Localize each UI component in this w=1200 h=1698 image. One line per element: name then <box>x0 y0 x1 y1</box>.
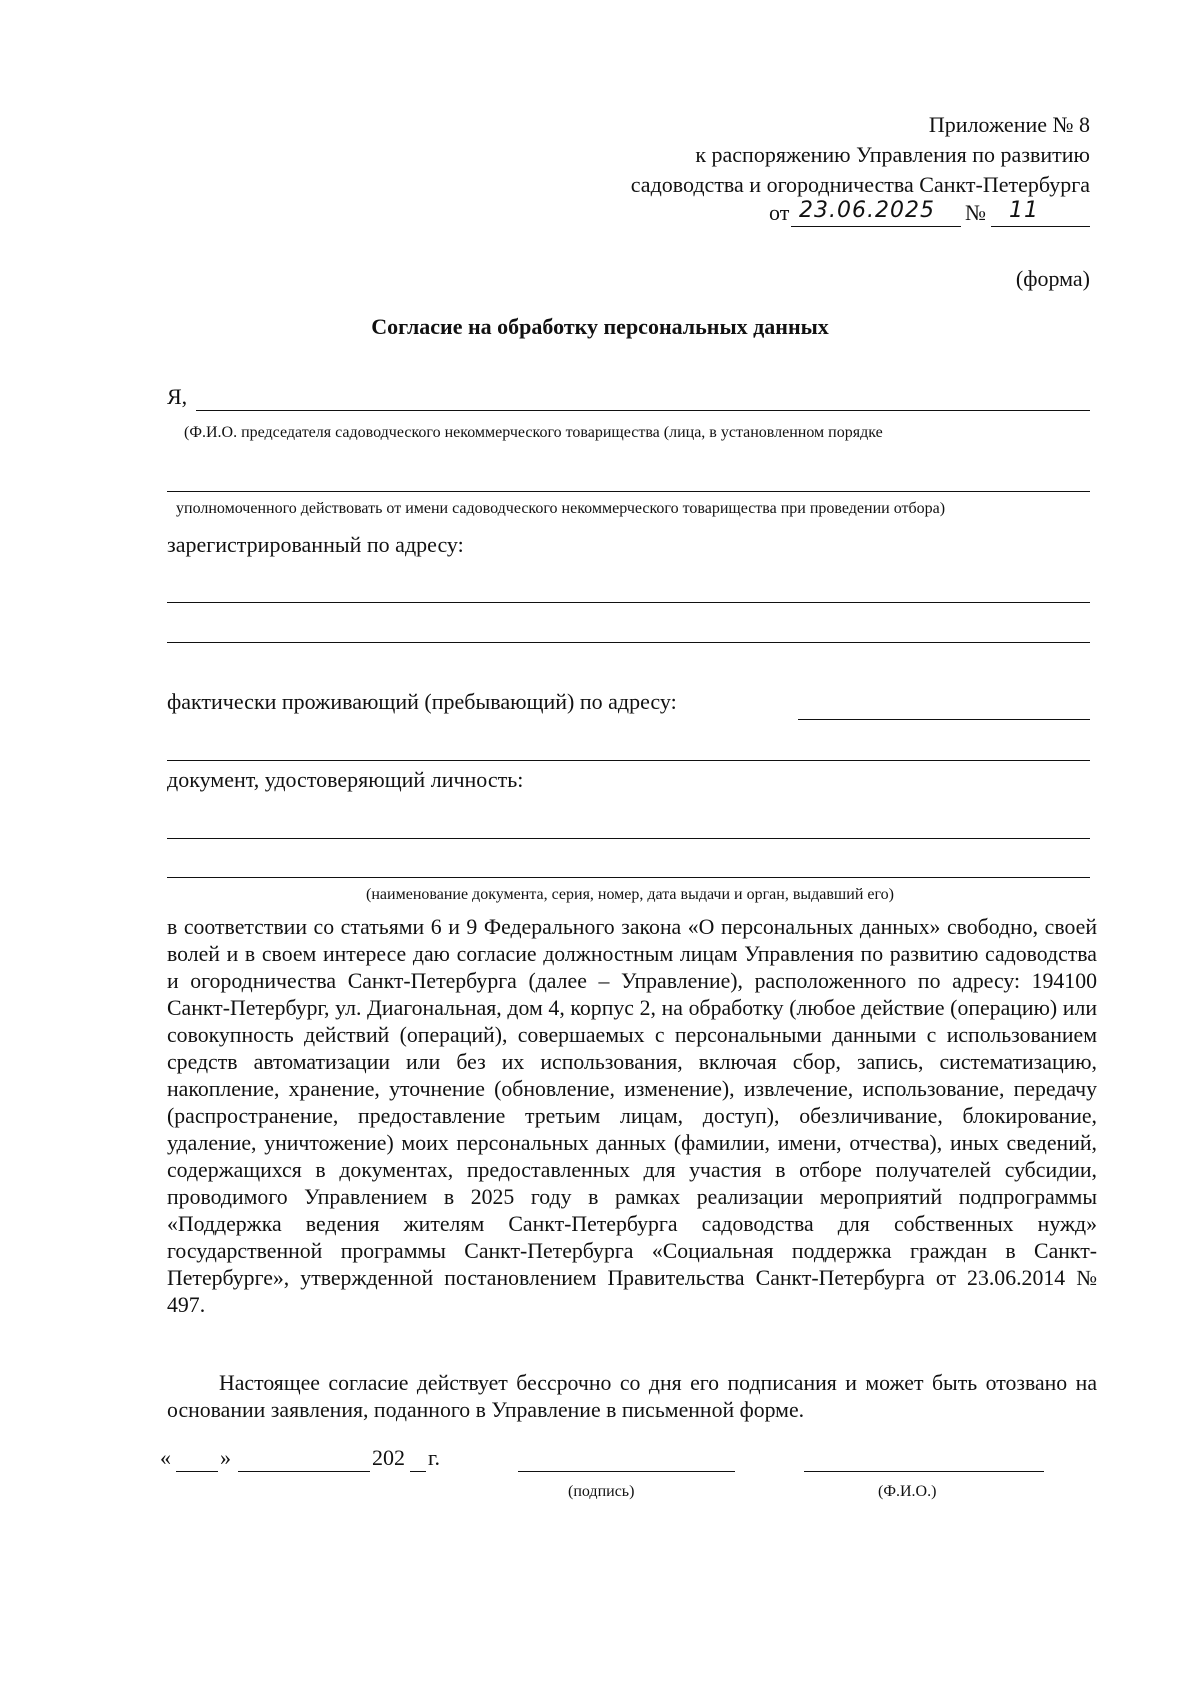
document-title: Согласие на обработку персональных данных <box>371 314 829 339</box>
identity-document-line-2[interactable] <box>167 877 1090 878</box>
appendix-authority-line: садоводства и огородничества Санкт-Петербурга <box>630 172 1090 197</box>
date-value: 23.06.2025 <box>799 198 935 223</box>
date-prefix: от <box>769 200 790 225</box>
consent-validity-text: Настоящее согласие действует бессрочно со дня его подписания и может быть отозвано на основании заявления, поданного в Управление в письменной форме. <box>167 1371 1097 1422</box>
date-underline <box>791 226 961 227</box>
signature-caption: (подпись) <box>568 1483 635 1500</box>
signature-line[interactable] <box>518 1471 735 1472</box>
day-line[interactable] <box>176 1471 218 1472</box>
identity-document-line-1[interactable] <box>167 838 1090 839</box>
ya-label: Я, <box>167 384 188 409</box>
number-underline <box>991 226 1090 227</box>
form-label: (форма) <box>1015 266 1090 291</box>
year-line[interactable] <box>410 1471 426 1472</box>
year-suffix: г. <box>428 1445 441 1470</box>
identity-document-label: документ, удостоверяющий личность: <box>167 767 524 792</box>
fio-line-2[interactable] <box>167 491 1090 492</box>
number-value: 11 <box>1009 198 1039 223</box>
signature-row <box>160 1445 1100 1515</box>
registered-address-line-2[interactable] <box>167 642 1090 643</box>
day-quote-open: « <box>160 1445 171 1470</box>
month-line[interactable] <box>238 1471 370 1472</box>
registered-address-label: зарегистрированный по адресу: <box>167 532 464 557</box>
registered-address-line-1[interactable] <box>167 602 1090 603</box>
consent-body-text: в соответствии со статьями 6 и 9 Федерального закона «О персональных данных» свободно, своей волей и в своем интересе даю согласие должностным лицам Управления по развитию садоводства и огородничества Санкт-Петербурга (далее – Управление), расположенного по адресу: 194100 Санкт-Петербург, ул. Диагональная, дом 4, корпус 2, на обработку (любое действие (операцию) или совокупность действий (операций), совершаемых с персональными данными с использованием средств автоматизации или без их использования, включая сбор, запись, систематизацию, накопление, хранение, уточнение (обновление, изменение), извлечение, использование, передачу (распространение, предоставление третьим лицам, доступ), обезличивание, блокирование, удаление, уничтожение) моих персональных данных (фамилии, имени, отчества), иных сведений, содержащихся в документах, предоставленных для участия в отборе получателей субсидии, проводимого Управлением в 2025 году в рамках реализации мероприятий подпрограммы «Поддержка ведения жителям Санкт-Петербурга садоводства для собственных нужд» государственной программы Санкт-Петербурга «Социальная поддержка граждан в Санкт-Петербурге», утвержденной постановлением Правительства Санкт-Петербурга от 23.06.2014 № 497. <box>167 915 1097 1317</box>
actual-address-line-2[interactable] <box>167 760 1090 761</box>
signature-fio-line[interactable] <box>804 1471 1044 1472</box>
identity-document-caption: (наименование документа, серия, номер, дата выдачи и орган, выдавший его) <box>366 886 894 903</box>
number-prefix: № <box>965 200 986 225</box>
appendix-order-line: к распоряжению Управления по развитию <box>695 142 1090 167</box>
day-quote-close: » <box>220 1445 231 1470</box>
signature-fio-caption: (Ф.И.О.) <box>878 1483 937 1500</box>
year-prefix: 202 <box>372 1445 405 1470</box>
fio-caption-1: (Ф.И.О. председателя садоводческого некоммерческого товарищества (лица, в установленном порядке <box>184 424 883 441</box>
fio-line[interactable] <box>196 410 1090 411</box>
appendix-number: Приложение № 8 <box>928 112 1090 137</box>
actual-address-label: фактически проживающий (пребывающий) по адресу: <box>167 689 677 714</box>
fio-caption-2: уполномоченного действовать от имени садоводческого некоммерческого товарищества при проведении отбора) <box>176 500 946 517</box>
appendix-date-number <box>769 200 1090 230</box>
actual-address-line-1[interactable] <box>798 719 1090 720</box>
